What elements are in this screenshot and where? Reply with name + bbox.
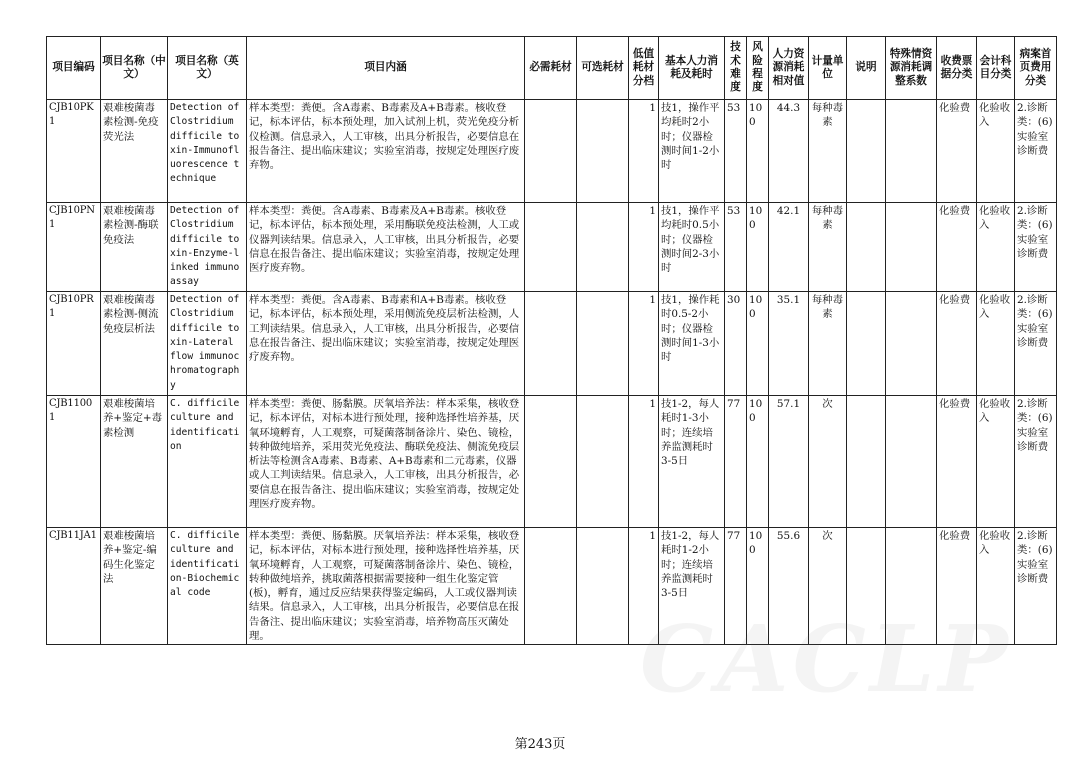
item-content: 样本类型：粪便、肠黏膜。厌氧培养法：样本采集，核收登记，标本评估，对标本进行预处理，接种选择性培养基，厌氧环境孵育，人工观察，可疑菌落制备涂片、染色、镜检，转种做纯培养，采用荧光免疫法、酶联免疫法、侧流免疫层析法等检测含A毒素、B毒素、A+B毒素和二元毒素，仪器或人工判读结果。信息录入，人工审核，出具分析报告，必要信息在报告备注、提出临床建议；实验室消毒，按规定处理医疗废弃物。 — [247, 396, 525, 528]
account-category: 化验收入 — [977, 396, 1015, 528]
header-cell: 项目名称（中文） — [101, 37, 168, 100]
record-category: 2.诊断类：(6)实验室诊断费 — [1015, 396, 1057, 528]
required-consumables — [525, 100, 577, 203]
consumable-tier: 1 — [629, 100, 659, 203]
header-cell: 风险程度 — [747, 37, 769, 100]
consumable-tier: 1 — [629, 396, 659, 528]
required-consumables — [525, 528, 577, 645]
header-cell: 技术难度 — [725, 37, 747, 100]
item-name-cn: 艰难梭菌毒素检测-酶联免疫法 — [101, 203, 168, 292]
item-name-cn: 艰难梭菌毒素检测-免疫荧光法 — [101, 100, 168, 203]
header-cell: 必需耗材 — [525, 37, 577, 100]
table-row — [47, 203, 1057, 292]
item-code: CJB11JA1 — [47, 528, 101, 645]
item-name-en: C. difficile culture and identification-Biochemical code — [168, 528, 247, 645]
account-category: 化验收入 — [977, 292, 1015, 396]
header-cell: 收费票据分类 — [937, 37, 977, 100]
table-row — [47, 396, 1057, 528]
item-name-cn: 艰难梭菌培养+鉴定+毒素检测 — [101, 396, 168, 528]
receipt-category: 化验费 — [937, 292, 977, 396]
header-cell: 基本人力消耗及耗时 — [659, 37, 725, 100]
note — [847, 528, 886, 645]
watermark: CACLP — [640, 605, 1012, 713]
relative-value: 55.6 — [769, 528, 809, 645]
table-row — [47, 100, 1057, 203]
relative-value: 42.1 — [769, 203, 809, 292]
optional-consumables — [577, 396, 629, 528]
consumable-tier: 1 — [629, 203, 659, 292]
record-category: 2.诊断类：(6)实验室诊断费 — [1015, 100, 1057, 203]
optional-consumables — [577, 203, 629, 292]
required-consumables — [525, 292, 577, 396]
risk: 100 — [747, 100, 769, 203]
adjust-coef — [886, 396, 937, 528]
difficulty: 53 — [725, 203, 747, 292]
labor-time: 技1-2，每人耗时1-3小时；连续培养监测耗时3-5日 — [659, 396, 725, 528]
adjust-coef — [886, 528, 937, 645]
item-name-cn: 艰难梭菌培养+鉴定-编码生化鉴定法 — [101, 528, 168, 645]
note — [847, 292, 886, 396]
receipt-category: 化验费 — [937, 528, 977, 645]
item-name-en: C. difficile culture and identification — [168, 396, 247, 528]
item-name-en: Detection of Clostridium difficile toxin-Immunofluorescence technique — [168, 100, 247, 203]
header-cell: 特殊情资源消耗调整系数 — [886, 37, 937, 100]
relative-value: 44.3 — [769, 100, 809, 203]
pricing-table — [46, 36, 1057, 645]
labor-time: 技1，操作耗时0.5-2小时；仪器检测时间1-3小时 — [659, 292, 725, 396]
labor-time: 技1，操作平均耗时2小时；仪器检测时间1-2小时 — [659, 100, 725, 203]
account-category: 化验收入 — [977, 100, 1015, 203]
item-content: 样本类型：粪便、肠黏膜。厌氧培养法：样本采集，核收登记，标本评估，对标本进行预处理，接种选择性培养基，厌氧环境孵育，人工观察，可疑菌落制备涂片、染色、镜检，转种做纯培养，挑取菌落根据需要接种一组生化鉴定管(板)，孵育，通过反应结果获得鉴定编码，人工或仪器判读结果。信息录入，人工审核，出具分析报告，必要信息在报告备注、提出临床建议；实验室消毒，培养物高压灭菌处理。 — [247, 528, 525, 645]
labor-time: 技1-2，每人耗时1-2小时；连续培养监测耗时3-5日 — [659, 528, 725, 645]
item-name-en: Detection of Clostridium difficile toxin-Enzyme-linked immunoassay — [168, 203, 247, 292]
optional-consumables — [577, 528, 629, 645]
header-cell: 计量单位 — [809, 37, 847, 100]
header-row — [47, 37, 1057, 100]
optional-consumables — [577, 100, 629, 203]
item-code: CJB10PN1 — [47, 203, 101, 292]
item-content: 样本类型：粪便。含A毒素、B毒素及A+B毒素。核收登记，标本评估，标本预处理，加入试剂上机，荧光免疫分析仪检测。信息录入，人工审核，出具分析报告，必要信息在报告备注、提出临床建议；实验室消毒，按规定处理医疗废弃物。 — [247, 100, 525, 203]
difficulty: 53 — [725, 100, 747, 203]
account-category: 化验收入 — [977, 528, 1015, 645]
receipt-category: 化验费 — [937, 100, 977, 203]
item-content: 样本类型：粪便。含A毒素、B毒素及A+B毒素。核收登记，标本评估，标本预处理，采用酶联免疫法检测，人工或仪器判读结果。信息录入，人工审核，出具分析报告，必要信息在报告备注、提出临床建议；实验室消毒，按规定处理医疗废弃物。 — [247, 203, 525, 292]
adjust-coef — [886, 292, 937, 396]
difficulty: 77 — [725, 396, 747, 528]
item-code: CJB11001 — [47, 396, 101, 528]
record-category: 2.诊断类：(6)实验室诊断费 — [1015, 203, 1057, 292]
header-cell: 低值耗材分档 — [629, 37, 659, 100]
labor-time: 技1，操作平均耗时0.5小时；仪器检测时间2-3小时 — [659, 203, 725, 292]
risk: 100 — [747, 292, 769, 396]
table-row — [47, 528, 1057, 645]
header-cell: 可选耗材 — [577, 37, 629, 100]
header-cell: 项目编码 — [47, 37, 101, 100]
risk: 100 — [747, 528, 769, 645]
header-cell: 项目内涵 — [247, 37, 525, 100]
receipt-category: 化验费 — [937, 396, 977, 528]
record-category: 2.诊断类：(6)实验室诊断费 — [1015, 292, 1057, 396]
header-cell: 项目名称（英文） — [168, 37, 247, 100]
note — [847, 396, 886, 528]
receipt-category: 化验费 — [937, 203, 977, 292]
optional-consumables — [577, 292, 629, 396]
header-cell: 人力资源消耗相对值 — [769, 37, 809, 100]
page-number: 第243页 — [514, 737, 566, 752]
difficulty: 77 — [725, 528, 747, 645]
relative-value: 35.1 — [769, 292, 809, 396]
item-code: CJB10PR1 — [47, 292, 101, 396]
record-category: 2.诊断类：(6)实验室诊断费 — [1015, 528, 1057, 645]
unit: 次 — [809, 396, 847, 528]
item-content: 样本类型：粪便。含A毒素、B毒素和A+B毒素。核收登记，标本评估，标本预处理，采用侧流免疫层析法检测，人工判读结果。信息录入，人工审核，出具分析报告，必要信息在报告备注、提出临床建议；实验室消毒，按规定处理医疗废弃物。 — [247, 292, 525, 396]
difficulty: 30 — [725, 292, 747, 396]
required-consumables — [525, 396, 577, 528]
risk: 100 — [747, 396, 769, 528]
table-row — [47, 292, 1057, 396]
consumable-tier: 1 — [629, 292, 659, 396]
item-name-cn: 艰难梭菌毒素检测-侧流免疫层析法 — [101, 292, 168, 396]
header-cell: 病案首页费用分类 — [1015, 37, 1057, 100]
note — [847, 203, 886, 292]
required-consumables — [525, 203, 577, 292]
account-category: 化验收入 — [977, 203, 1015, 292]
item-name-en: Detection of Clostridium difficile toxin-Lateral flow immunochromatography — [168, 292, 247, 396]
risk: 100 — [747, 203, 769, 292]
adjust-coef — [886, 100, 937, 203]
header-cell: 说明 — [847, 37, 886, 100]
unit: 次 — [809, 528, 847, 645]
unit: 每种毒素 — [809, 100, 847, 203]
unit: 每种毒素 — [809, 203, 847, 292]
relative-value: 57.1 — [769, 396, 809, 528]
item-code: CJB10PK1 — [47, 100, 101, 203]
adjust-coef — [886, 203, 937, 292]
unit: 每种毒素 — [809, 292, 847, 396]
note — [847, 100, 886, 203]
header-cell: 会计科目分类 — [977, 37, 1015, 100]
consumable-tier: 1 — [629, 528, 659, 645]
